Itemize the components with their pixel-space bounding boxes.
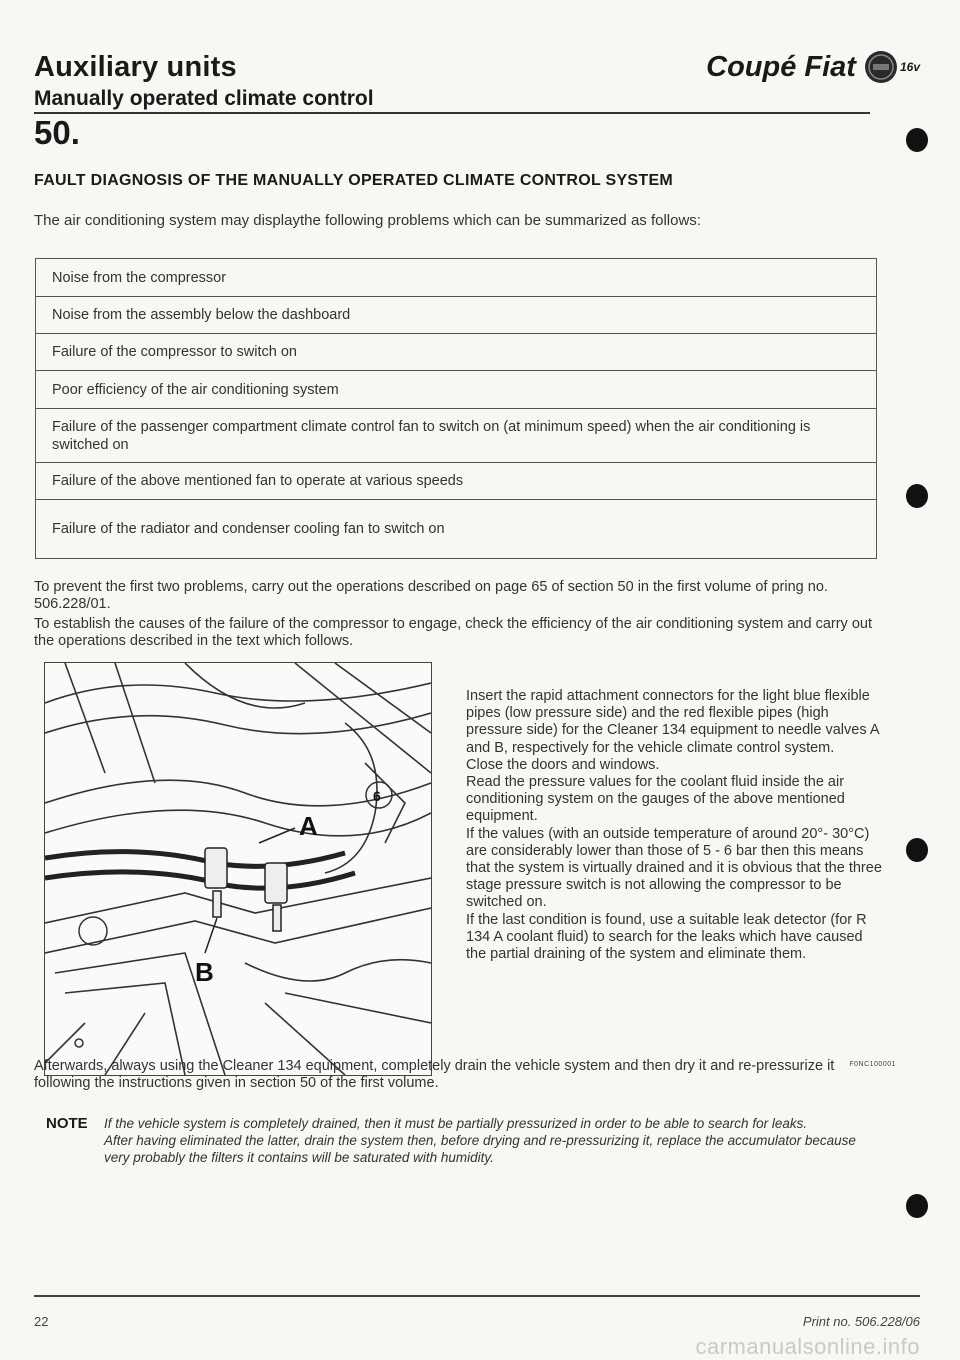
problem-row: Failure of the above mentioned fan to operate at various speeds xyxy=(36,463,876,500)
problem-row: Failure of the passenger compartment climate control fan to switch on (at minimum speed) when the air conditioning is switched on xyxy=(36,409,876,463)
model-name: Coupé Fiat xyxy=(706,50,856,83)
note-label: NOTE xyxy=(46,1115,88,1132)
binder-hole-1 xyxy=(906,128,928,152)
engine-bay-figure xyxy=(44,662,432,1076)
figure-code: F0NC100001 xyxy=(849,1061,896,1068)
procedure-column xyxy=(466,688,882,963)
problem-row: Noise from the compressor xyxy=(36,259,876,297)
site-watermark: carmanualsonline.info xyxy=(695,1334,920,1359)
model-suffix: 16v xyxy=(899,60,920,74)
problems-table xyxy=(35,258,877,559)
chapter-subtitle: Manually operated climate control xyxy=(34,87,374,110)
section-number: 50. xyxy=(34,114,80,151)
fault-diagnosis-heading: FAULT DIAGNOSIS OF THE MANUALLY OPERATED CLIMATE CONTROL SYSTEM xyxy=(34,172,674,189)
fiat-logo-icon xyxy=(864,50,898,84)
problem-row: Poor efficiency of the air conditioning system xyxy=(36,371,876,409)
footer-divider xyxy=(34,1295,920,1297)
header-right xyxy=(706,50,920,84)
binder-hole-4 xyxy=(906,1194,928,1218)
problem-row: Noise from the assembly below the dashboard xyxy=(36,297,876,334)
note-line: After having eliminated the latter, drain the system then, before drying and re-pressurizing it, replace the accumulator because very probably the filters it contains will be saturated with humidity. xyxy=(104,1133,856,1165)
header-divider xyxy=(34,112,870,114)
note-line: If the vehicle system is completely drained, then it must be partially pressurized in order to be able to search for leaks. xyxy=(104,1116,808,1131)
procedure-step: If the last condition is found, use a suitable leak detector (for R 134 A coolant fluid) to search for the leaks which have caused the partial draining of the system and eliminate them. xyxy=(466,911,867,963)
paragraph-afterwards: Afterwards, always using the Cleaner 134 equipment, completely drain the vehicle system and then dry it and re-pressurize it following the instructions given in section 50 of the first volume. xyxy=(34,1058,835,1091)
paragraph-prevent: To prevent the first two problems, carry out the operations described on page 65 of section 50 in the first volume of pring no. 506.228/01. xyxy=(34,579,828,612)
procedure-step: Insert the rapid attachment connectors for the light blue flexible pipes (low pressure side) and the red flexible pipes (high pressure side) for the Cleaner 134 equipment to needle valves A and B, respectively for the vehicle climate control system. xyxy=(466,688,879,756)
paragraph-establish: To establish the causes of the failure of the compressor to engage, check the efficiency of the air conditioning system and carry out the operations described in the text which follows. xyxy=(34,616,872,649)
procedure-step: If the values (with an outside temperature of around 20°- 30°C) are considerably lower than those of 5 - 6 bar then this means that the system is virtually drained and it is obvious that the three stage pressure switch is not allowing the compressor to be switched on. xyxy=(466,825,882,911)
note-body xyxy=(104,1115,884,1166)
procedure-step: Close the doors and windows. xyxy=(466,756,660,773)
problem-row: Failure of the compressor to switch on xyxy=(36,334,876,371)
figure-label-b: B xyxy=(195,957,214,987)
page-number: 22 xyxy=(34,1314,49,1329)
problem-row: Failure of the radiator and condenser cooling fan to switch on xyxy=(52,521,445,537)
binder-hole-3 xyxy=(906,838,928,862)
figure-label-a: A xyxy=(299,811,318,841)
figure-label-6: 6 xyxy=(373,788,381,804)
print-number: Print no. 506.228/06 xyxy=(802,1314,920,1329)
header-left xyxy=(34,50,374,112)
intro-text: The air conditioning system may displaythe following problems which can be summarized as follows: xyxy=(34,212,701,229)
binder-hole-2 xyxy=(906,484,928,508)
procedure-step: Read the pressure values for the coolant fluid inside the air conditioning system on the gauges of the above mentioned equipment. xyxy=(466,774,845,825)
engine-illustration xyxy=(45,663,431,1075)
chapter-title: Auxiliary units xyxy=(34,51,237,83)
